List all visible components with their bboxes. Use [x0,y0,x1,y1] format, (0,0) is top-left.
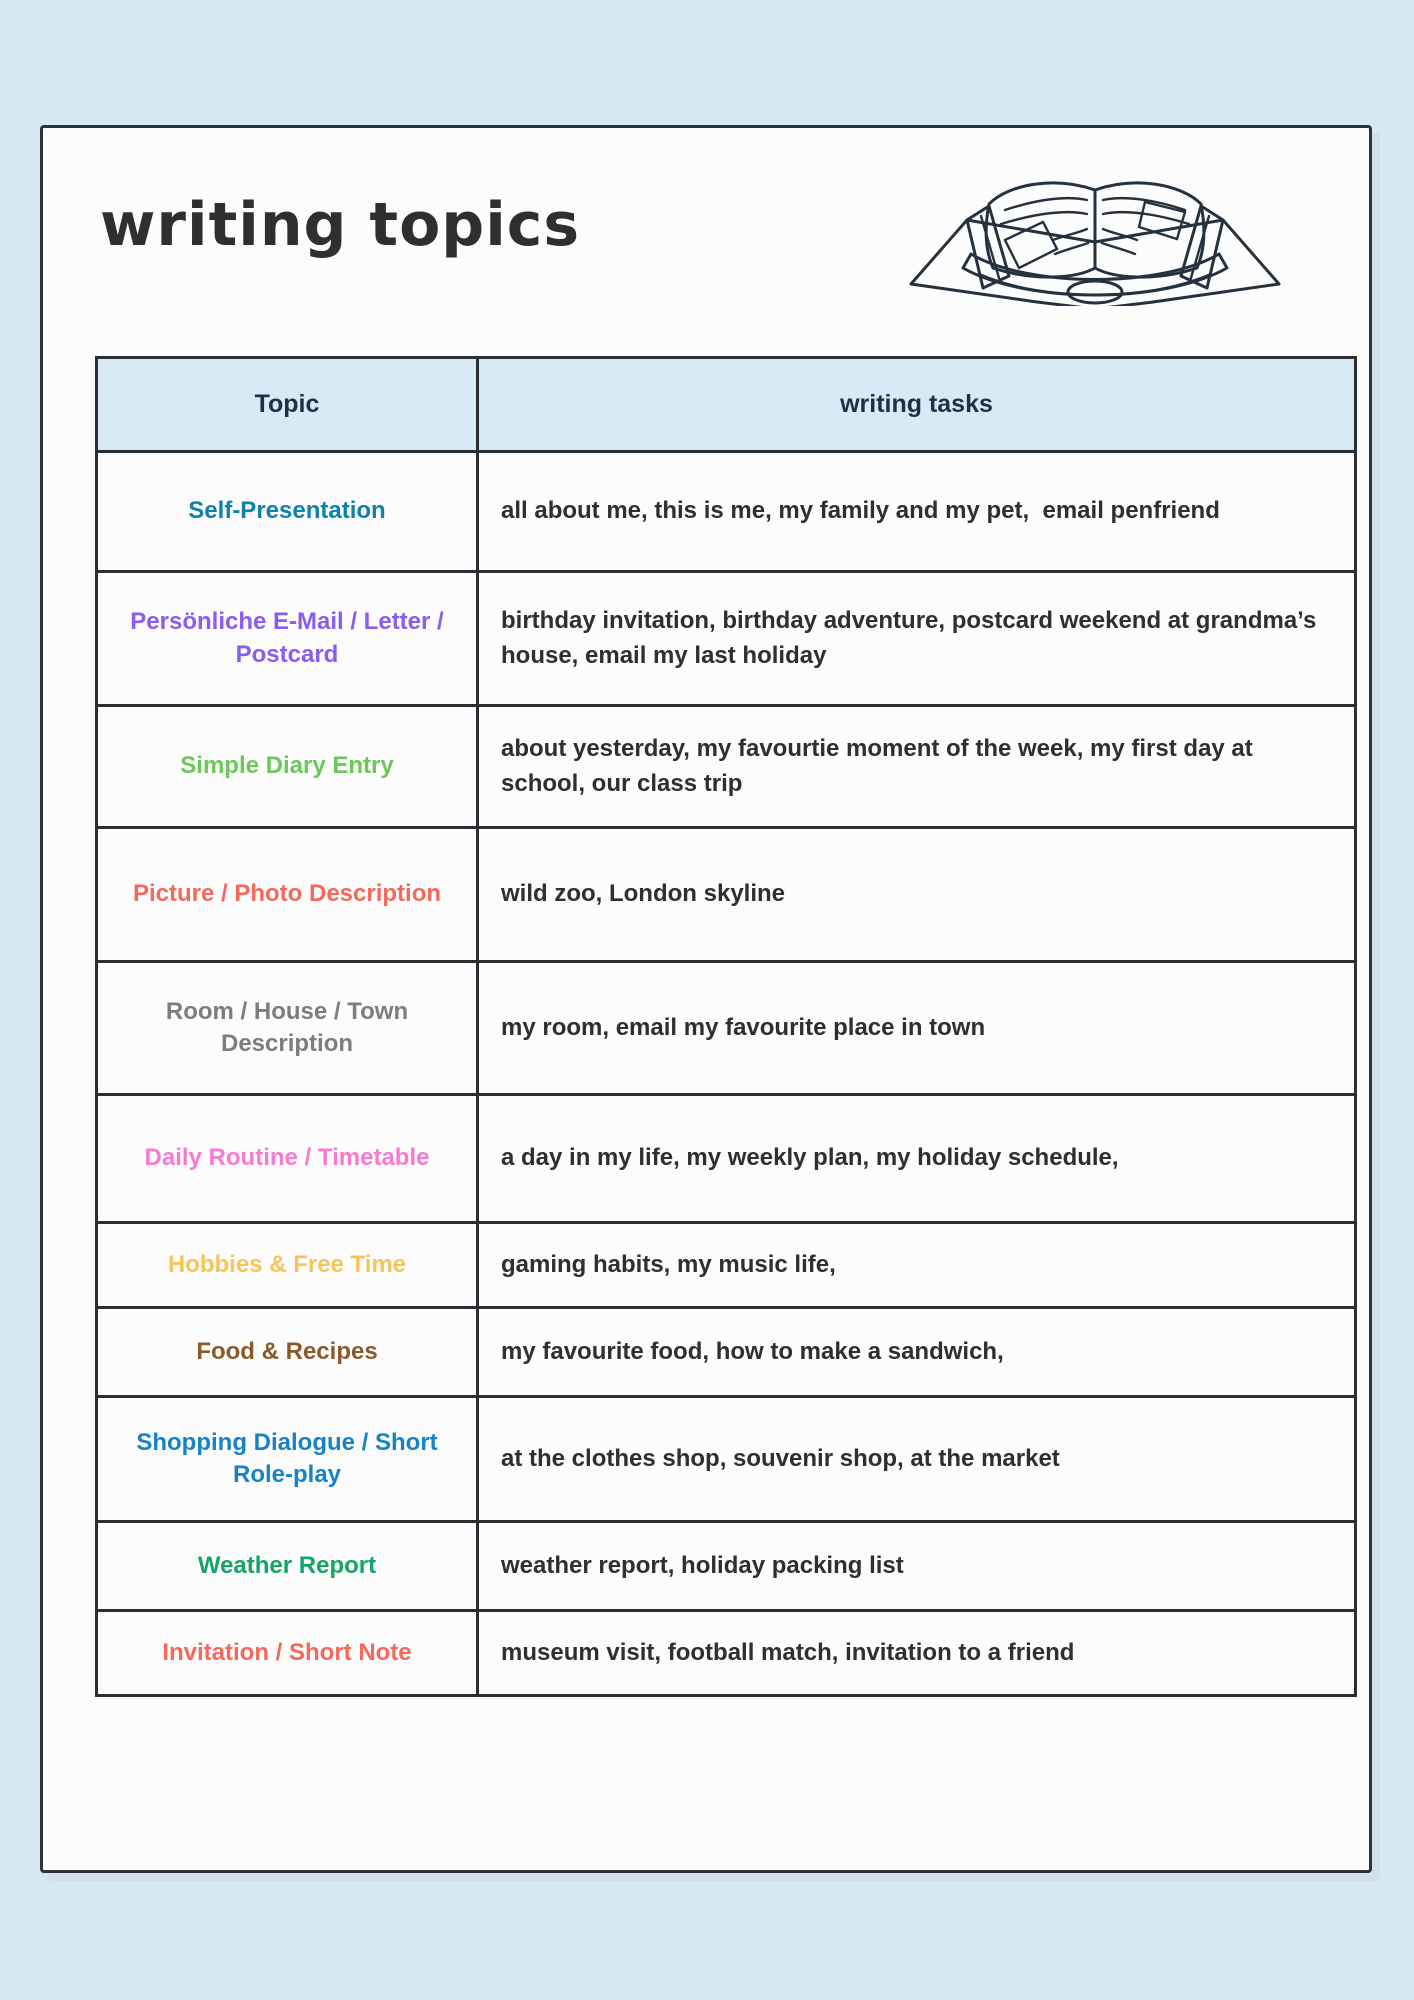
table-row [98,1093,1354,1221]
tasks-cell: a day in my life, my weekly plan, my holiday schedule, [501,1144,1119,1172]
topic-cell: Daily Routine / Timetable [98,1096,479,1221]
topic-cell: Weather Report [98,1523,479,1609]
table-row [98,960,1354,1093]
tasks-cell: weather report, holiday packing list [501,1551,904,1579]
writing-topics-table [95,356,1357,1697]
topic-cell: Persönliche E-Mail / Letter / Postcard [98,573,479,704]
table-row [98,450,1354,570]
topic-cell: Hobbies & Free Time [98,1224,479,1306]
tasks-cell: wild zoo, London skyline [501,880,786,908]
topic-cell: Shopping Dialogue / Short Role-play [98,1398,479,1520]
tasks-cell: museum visit, football match, invitation to a friend [501,1638,1075,1666]
header-topic: Topic [98,359,479,450]
tasks-cell: about yesterday, my favourtie moment of the week, my first day at school, our class trip [501,734,1260,797]
tasks-cell: my room, email my favourite place in town [501,1013,986,1041]
topic-cell: Room / House / Town Description [98,963,479,1093]
table-row [98,1306,1354,1395]
tasks-cell: gaming habits, my music life, [501,1250,836,1278]
table-row [98,1609,1354,1694]
table-row [98,570,1354,704]
topic-cell: Self-Presentation [98,453,479,570]
table-row [98,826,1354,960]
header-writing-tasks: writing tasks [479,359,1354,450]
tasks-cell: birthday invitation, birthday adventure, postcard weekend at grandma’s house, email my last holiday [501,606,1323,669]
page-title: writing topics [100,190,581,260]
open-book-icon-svg [903,162,1289,306]
tasks-cell: all about me, this is me, my family and my pet, email penfriend [501,497,1220,525]
worksheet-card [40,125,1372,1873]
topic-cell: Picture / Photo Description [98,829,479,960]
table-row [98,1520,1354,1609]
tasks-cell: at the clothes shop, souvenir shop, at the market [501,1444,1060,1472]
topic-cell: Simple Diary Entry [98,707,479,826]
open-book-icon [903,162,1289,306]
table-header-row [98,359,1354,450]
tasks-cell: my favourite food, how to make a sandwich, [501,1337,1004,1365]
table-row [98,704,1354,826]
topic-cell: Food & Recipes [98,1309,479,1395]
table-row [98,1395,1354,1520]
topic-cell: Invitation / Short Note [98,1612,479,1694]
table-row [98,1221,1354,1306]
